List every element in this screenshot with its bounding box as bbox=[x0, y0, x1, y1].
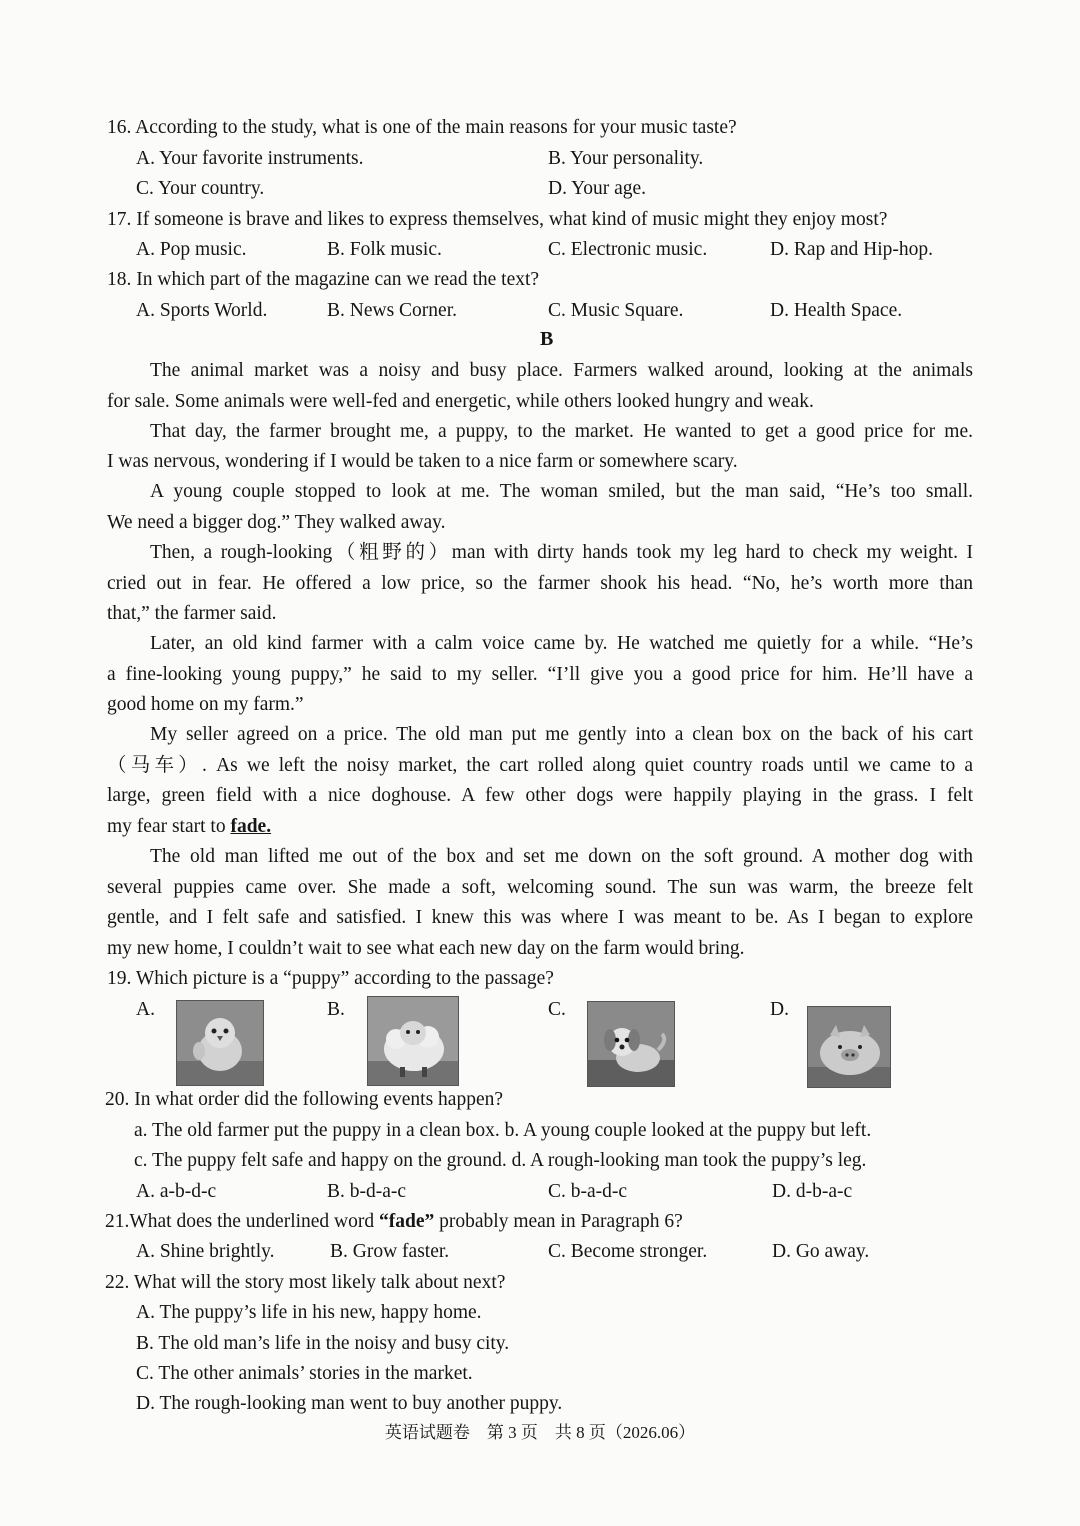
q17-option-b: B. Folk music. bbox=[327, 239, 442, 260]
q20-stem: 20. In what order did the following events happen? bbox=[105, 1089, 504, 1110]
q18-option-d: D. Health Space. bbox=[770, 300, 903, 321]
passage-line: that,” the farmer said. bbox=[107, 603, 277, 624]
passage-line: （马车）. As we left the noisy market, the cart rolled along quiet country roads until we came to a bbox=[107, 755, 973, 776]
q20-option-a: A. a-b-d-c bbox=[136, 1181, 217, 1202]
passage-line: several puppies came over. She made a soft, welcoming sound. The sun was warm, the breeze felt bbox=[107, 877, 973, 898]
q16-stem: 16. According to the study, what is one of the main reasons for your music taste? bbox=[107, 117, 737, 138]
passage-line: The animal market was a noisy and busy place. Farmers walked around, looking at the animals bbox=[150, 360, 973, 381]
q16-option-b: B. Your personality. bbox=[548, 148, 704, 169]
passage-line: We need a bigger dog.” They walked away. bbox=[107, 512, 446, 533]
pig-picture bbox=[807, 1006, 891, 1088]
q20-option-b: B. b-d-a-c bbox=[327, 1181, 407, 1202]
q16-option-c: C. Your country. bbox=[136, 178, 265, 199]
passage-line: for sale. Some animals were well-fed and energetic, while others looked hungry and weak. bbox=[107, 391, 814, 412]
q17-option-d: D. Rap and Hip-hop. bbox=[770, 239, 934, 260]
q17-stem: 17. If someone is brave and likes to express themselves, what kind of music might they enjoy most? bbox=[107, 209, 888, 230]
q17-option-a: A. Pop music. bbox=[136, 239, 247, 260]
chick-picture bbox=[176, 1000, 264, 1086]
q20-option-c: C. b-a-d-c bbox=[548, 1181, 628, 1202]
passage-line: cried out in fear. He offered a low price, so the farmer shook his head. “No, he’s worth more than bbox=[107, 573, 973, 594]
passage-line: gentle, and I felt safe and satisfied. I knew this was where I was meant to be. As I began to explore bbox=[107, 907, 973, 928]
q21-option-d: D. Go away. bbox=[772, 1241, 870, 1262]
passage-line: my new home, I couldn’t wait to see what each new day on the farm would bring. bbox=[107, 938, 745, 959]
q17-option-c: C. Electronic music. bbox=[548, 239, 708, 260]
q18-option-c: C. Music Square. bbox=[548, 300, 684, 321]
passage-line: That day, the farmer brought me, a puppy, to the market. He wanted to get a good price for me. bbox=[150, 421, 973, 442]
q20-option-d: D. d-b-a-c bbox=[772, 1181, 853, 1202]
passage-line: My seller agreed on a price. The old man put me gently into a clean box on the back of his cart bbox=[150, 724, 973, 745]
q16-option-d: D. Your age. bbox=[548, 178, 647, 199]
q19-option-a: A. bbox=[136, 999, 155, 1020]
passage-line bbox=[107, 815, 973, 839]
q22-stem: 22. What will the story most likely talk about next? bbox=[105, 1272, 506, 1293]
q20-events-line: a. The old farmer put the puppy in a clean box. b. A young couple looked at the puppy but left. bbox=[134, 1120, 872, 1141]
q21-option-b: B. Grow faster. bbox=[330, 1241, 450, 1262]
section-b-heading: B bbox=[540, 328, 554, 350]
sheep-picture bbox=[367, 996, 459, 1086]
q20-events-line: c. The puppy felt safe and happy on the ground. d. A rough-looking man took the puppy’s leg. bbox=[134, 1150, 867, 1171]
passage-line: I was nervous, wondering if I would be taken to a nice farm or somewhere scary. bbox=[107, 451, 738, 472]
q18-stem: 18. In which part of the magazine can we read the text? bbox=[107, 269, 540, 290]
q18-option-b: B. News Corner. bbox=[327, 300, 457, 321]
q21-option-c: C. Become stronger. bbox=[548, 1241, 708, 1262]
q22-option-d: D. The rough-looking man went to buy another puppy. bbox=[136, 1393, 563, 1414]
q21-bold-word: “fade” bbox=[379, 1211, 435, 1232]
q22-option-a: A. The puppy’s life in his new, happy home. bbox=[136, 1302, 482, 1323]
q19-option-d: D. bbox=[770, 999, 789, 1020]
passage-line: large, green field with a nice doghouse. A few other dogs were happily playing in the grass. I felt bbox=[107, 785, 973, 806]
passage-line: The old man lifted me out of the box and set me down on the soft ground. A mother dog with bbox=[150, 846, 973, 867]
q22-option-c: C. The other animals’ stories in the market. bbox=[136, 1363, 473, 1384]
page-footer: 英语试题卷 第 3 页 共 8 页（2026.06） bbox=[384, 1423, 696, 1442]
q21-option-a: A. Shine brightly. bbox=[136, 1241, 275, 1262]
q19-option-c: C. bbox=[548, 999, 566, 1020]
q19-option-b: B. bbox=[327, 999, 345, 1020]
q19-stem: 19. Which picture is a “puppy” according to the passage? bbox=[107, 968, 554, 989]
passage-line: Later, an old kind farmer with a calm voice came by. He watched me quietly for a while. “He’s bbox=[150, 633, 973, 654]
q21-stem bbox=[105, 1210, 683, 1234]
underlined-word-fade: fade. bbox=[230, 816, 272, 837]
q21-stem-text: 21.What does the underlined word bbox=[105, 1211, 380, 1232]
passage-line: Then, a rough-looking（粗野的）man with dirty hands took my leg hard to check my weight. I bbox=[150, 542, 973, 563]
passage-line: good home on my farm.” bbox=[107, 694, 304, 715]
passage-line: A young couple stopped to look at me. The woman smiled, but the man said, “He’s too small. bbox=[150, 481, 973, 502]
passage-text: my fear start to bbox=[107, 816, 231, 837]
q21-stem-text: probably mean in Paragraph 6? bbox=[434, 1211, 683, 1232]
q22-option-b: B. The old man’s life in the noisy and busy city. bbox=[136, 1333, 510, 1354]
q16-option-a: A. Your favorite instruments. bbox=[136, 148, 364, 169]
passage-line: a fine-looking young puppy,” he said to my seller. “I’ll give you a good price for him. He’ll have a bbox=[107, 664, 973, 685]
q18-option-a: A. Sports World. bbox=[136, 300, 268, 321]
puppy-picture bbox=[587, 1001, 675, 1087]
